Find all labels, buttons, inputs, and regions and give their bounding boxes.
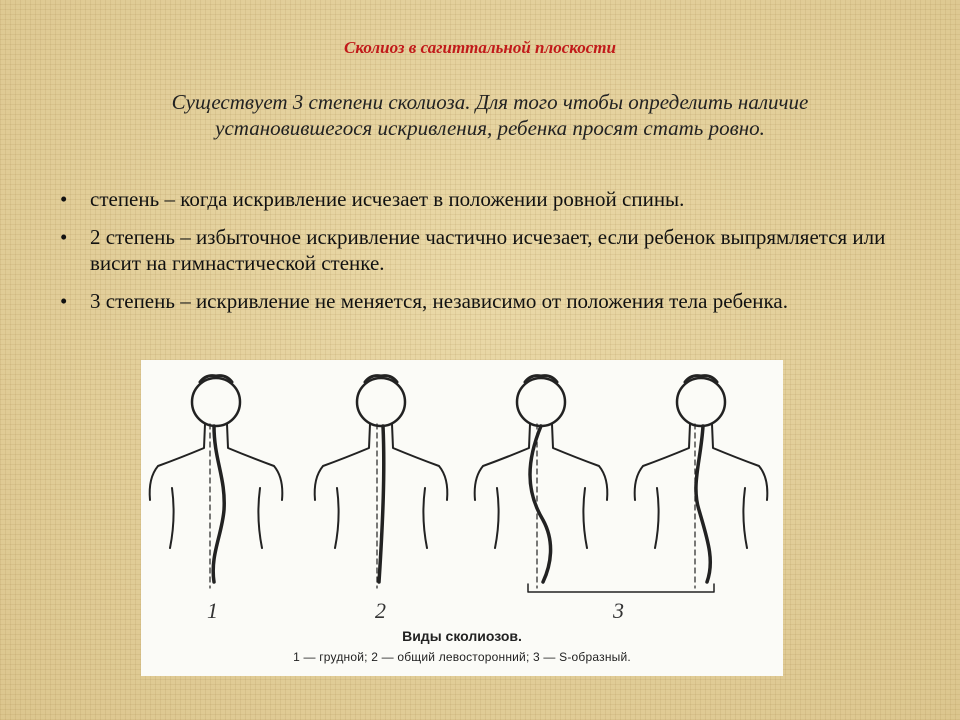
scoliosis-figure <box>141 360 783 676</box>
figure-number-2: 2 <box>375 598 386 623</box>
slide-subtitle: Существует 3 степени сколиоза. Для того чтобы определить наличие установившегося искривления, ребенка просят стать ровно. <box>171 90 809 140</box>
list-item <box>60 288 920 314</box>
degree-text: 3 степень – искривление не меняется, независимо от положения тела ребенка. <box>90 289 788 313</box>
back-figure-3 <box>475 376 608 588</box>
slide-title: Сколиоз в сагиттальной плоскости <box>344 38 616 57</box>
figure-caption-legend: 1 — грудной; 2 — общий левосторонний; 3 — S-образный. <box>293 650 631 664</box>
group-bracket <box>528 584 714 592</box>
figure-number-3: 3 <box>613 598 624 623</box>
back-figure-1 <box>150 376 283 588</box>
bullet-icon: • <box>60 187 68 211</box>
back-figure-2 <box>315 376 448 588</box>
figure-number-1: 1 <box>207 598 218 623</box>
list-item <box>60 186 920 212</box>
list-item <box>60 224 920 276</box>
degree-text: 2 степень – избыточное искривление частично исчезает, если ребенок выпрямляется или висит на гимнастической стенке. <box>90 225 886 275</box>
bullet-icon: • <box>60 289 68 313</box>
figure-caption-title: Виды сколиозов. <box>402 628 522 644</box>
back-figure-4 <box>635 376 768 588</box>
degrees-list <box>60 186 920 326</box>
degree-text: степень – когда искривление исчезает в положении ровной спины. <box>90 187 685 211</box>
bullet-icon: • <box>60 225 68 249</box>
